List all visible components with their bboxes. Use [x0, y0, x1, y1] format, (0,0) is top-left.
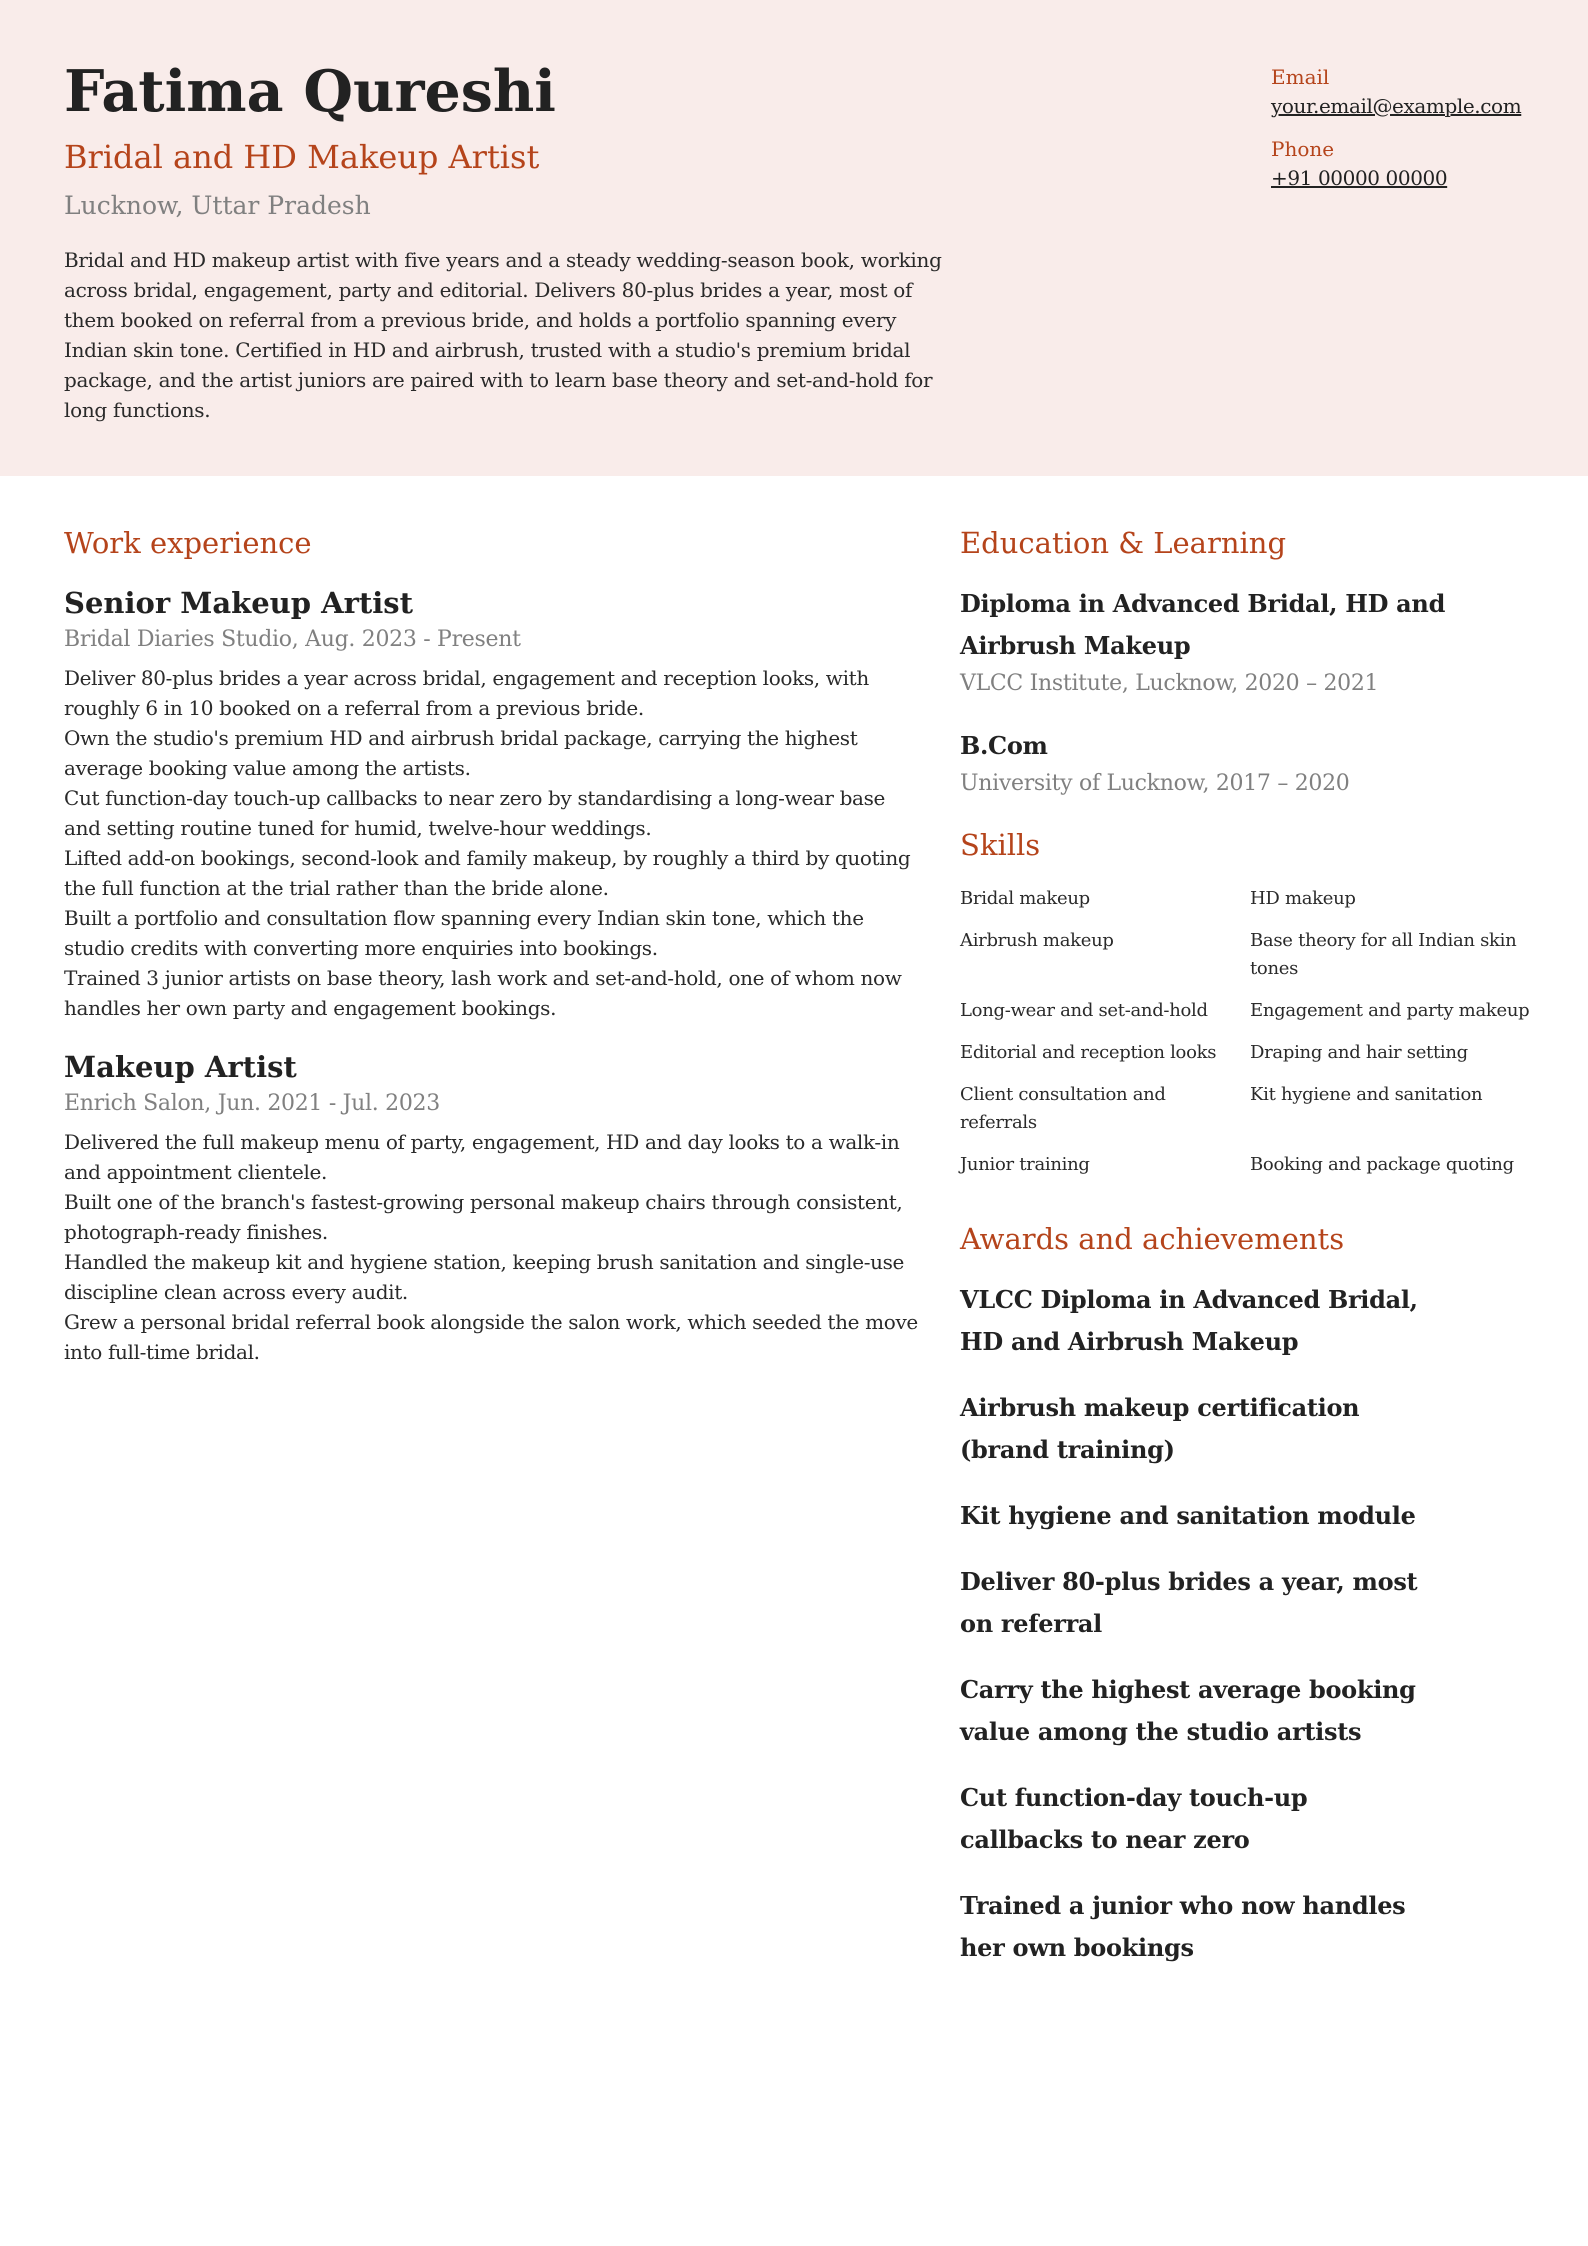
skill-item: Booking and package quoting — [1250, 1154, 1514, 1175]
education-entry — [960, 583, 1560, 701]
job-meta: Enrich Salon, Jun. 2021 - Jul. 2023 — [64, 1091, 440, 1116]
job-bullet: Built a portfolio and consultation flow spanning every Indian skin tone, which the studio credits with converting more enquiries into bookings. — [64, 906, 864, 960]
job-bullet: Own the studio's premium HD and airbrush bridal package, carrying the highest average booking value among the artists. — [64, 726, 858, 780]
skill-item: Airbrush makeup — [960, 930, 1114, 951]
job-title: Senior Makeup Artist — [64, 586, 414, 620]
award-item: VLCC Diploma in Advanced Bridal, HD and Airbrush Makeup — [960, 1285, 1418, 1356]
work-experience-section — [64, 523, 924, 1391]
candidate-name: Fatima Qureshi — [64, 58, 556, 125]
email-label: Email — [1271, 65, 1330, 89]
skill-item: HD makeup — [1250, 888, 1356, 909]
resume-header — [0, 0, 1588, 476]
phone-link[interactable]: +91 00000 00000 — [1271, 166, 1448, 190]
job-bullet: Deliver 80-plus brides a year across bridal, engagement and reception looks, with roughly 6 in 10 booked on a referral from a previous bride. — [64, 666, 869, 720]
section-title-skills: Skills — [960, 828, 1041, 862]
job-bullet: Lifted add-on bookings, second-look and family makeup, by roughly a third by quoting the full function at the trial rather than the bride alone. — [64, 846, 911, 900]
education-title: Diploma in Advanced Bridal, HD and Airbrush Makeup — [960, 589, 1446, 660]
job-bullets — [64, 663, 924, 1023]
award-item: Trained a junior who now handles her own bookings — [960, 1891, 1406, 1962]
education-meta: VLCC Institute, Lucknow, 2020 – 2021 — [960, 671, 1379, 696]
job-bullet: Trained 3 junior artists on base theory, lash work and set-and-hold, one of whom now handles her own party and engagement bookings. — [64, 966, 902, 1020]
skill-item: Draping and hair setting — [1250, 1042, 1468, 1063]
award-item: Deliver 80-plus brides a year, most on referral — [960, 1567, 1418, 1638]
skill-item: Client consultation and referrals — [960, 1084, 1166, 1133]
skill-item: Junior training — [960, 1154, 1090, 1175]
award-item: Cut function-day touch-up callbacks to near zero — [960, 1783, 1308, 1854]
job-bullet: Built one of the branch's fastest-growing personal makeup chairs through consistent, photograph-ready finishes. — [64, 1190, 903, 1244]
skill-item: Engagement and party makeup — [1250, 1000, 1530, 1021]
education-title: B.Com — [960, 731, 1048, 760]
award-item: Kit hygiene and sanitation module — [960, 1501, 1416, 1530]
contact-block — [1271, 62, 1551, 192]
job-bullet: Handled the makeup kit and hygiene station, keeping brush sanitation and single-use discipline clean across every audit. — [64, 1250, 905, 1304]
skill-item: Bridal makeup — [960, 888, 1090, 909]
education-entry — [960, 725, 1560, 801]
section-title-work: Work experience — [64, 526, 312, 560]
job-entry — [64, 1047, 924, 1367]
education-meta: University of Lucknow, 2017 – 2020 — [960, 771, 1350, 796]
award-item: Carry the highest average booking value among the studio artists — [960, 1675, 1416, 1746]
email-link[interactable]: your.email@example.com — [1271, 94, 1522, 118]
phone-label: Phone — [1271, 137, 1335, 161]
awards-list — [960, 1279, 1560, 1969]
skill-item: Base theory for all Indian skin tones — [1250, 930, 1517, 979]
job-meta: Bridal Diaries Studio, Aug. 2023 - Present — [64, 627, 521, 652]
skill-item: Kit hygiene and sanitation — [1250, 1084, 1483, 1105]
section-title-education: Education & Learning — [960, 526, 1287, 560]
job-title: Makeup Artist — [64, 1050, 297, 1084]
job-bullet: Grew a personal bridal referral book alongside the salon work, which seeded the move into full-time bridal. — [64, 1310, 918, 1364]
candidate-role: Bridal and HD Makeup Artist — [64, 138, 540, 176]
section-title-awards: Awards and achievements — [960, 1222, 1345, 1256]
job-bullet: Delivered the full makeup menu of party, engagement, HD and day looks to a walk-in and appointment clientele. — [64, 1130, 900, 1184]
skill-item: Editorial and reception looks — [960, 1042, 1217, 1063]
skill-item: Long-wear and set-and-hold — [960, 1000, 1208, 1021]
professional-summary: Bridal and HD makeup artist with five years and a steady wedding-season book, working across bridal, engagement, party and editorial. Delivers 80-plus brides a year, most of them booked on referral from a previous bride, and holds a portfolio spanning every Indian skin tone. Certified in HD and airbrush, trusted with a studio's premium bridal package, and the artist juniors are paired with to learn base theory and set-and-hold for long functions. — [64, 248, 942, 422]
skills-grid — [960, 885, 1560, 1179]
sidebar-column — [960, 523, 1560, 1993]
job-bullet: Cut function-day touch-up callbacks to near zero by standardising a long-wear base and setting routine tuned for humid, twelve-hour weddings. — [64, 786, 886, 840]
candidate-location: Lucknow, Uttar Pradesh — [64, 191, 371, 220]
award-item: Airbrush makeup certification (brand training) — [960, 1393, 1360, 1464]
job-entry — [64, 583, 924, 1023]
job-bullets — [64, 1127, 924, 1367]
